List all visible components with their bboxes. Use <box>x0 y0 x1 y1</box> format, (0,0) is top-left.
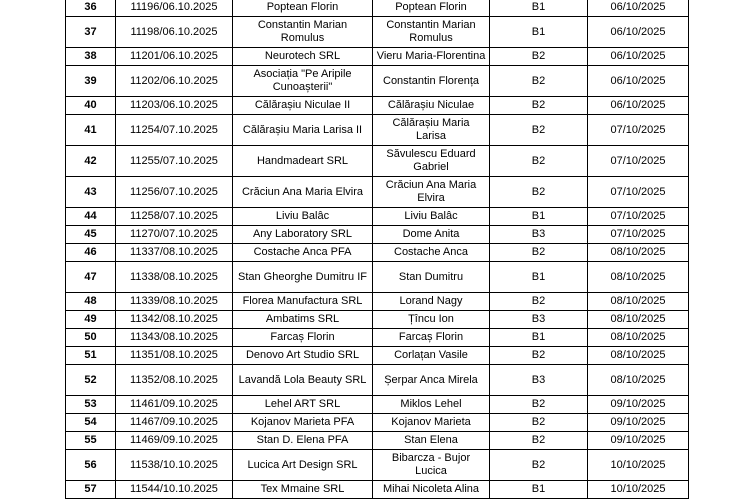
table-row <box>66 450 689 481</box>
category-cell: B2 <box>490 66 588 97</box>
registration-number-cell: 11196/06.10.2025 <box>116 0 233 17</box>
representative-name-cell: Kojanov Marieta <box>373 414 490 432</box>
representative-name-cell: Costache Anca <box>373 244 490 262</box>
row-number-cell: 40 <box>66 97 116 115</box>
registration-number-cell: 11339/08.10.2025 <box>116 293 233 311</box>
representative-name-cell: Stan Dumitru <box>373 262 490 293</box>
registration-number-cell: 11351/08.10.2025 <box>116 347 233 365</box>
beneficiary-name-cell: Liviu Balâc <box>233 208 373 226</box>
table-row <box>66 0 689 17</box>
date-cell: 08/10/2025 <box>588 293 689 311</box>
date-cell: 06/10/2025 <box>588 97 689 115</box>
beneficiary-name-cell: Kojanov Marieta PFA <box>233 414 373 432</box>
representative-name-cell: Săvulescu Eduard Gabriel <box>373 146 490 177</box>
date-cell: 07/10/2025 <box>588 208 689 226</box>
category-cell: B1 <box>490 208 588 226</box>
category-cell: B3 <box>490 365 588 396</box>
registry-table <box>65 0 689 499</box>
category-cell: B2 <box>490 97 588 115</box>
category-cell: B2 <box>490 146 588 177</box>
date-cell: 09/10/2025 <box>588 396 689 414</box>
date-cell: 08/10/2025 <box>588 262 689 293</box>
table-row <box>66 97 689 115</box>
category-cell: B1 <box>490 481 588 499</box>
registry-table-body <box>66 0 689 499</box>
row-number-cell: 43 <box>66 177 116 208</box>
table-row <box>66 244 689 262</box>
registration-number-cell: 11270/07.10.2025 <box>116 226 233 244</box>
date-cell: 10/10/2025 <box>588 481 689 499</box>
registration-number-cell: 11201/06.10.2025 <box>116 48 233 66</box>
registration-number-cell: 11469/09.10.2025 <box>116 432 233 450</box>
representative-name-cell: Stan Elena <box>373 432 490 450</box>
row-number-cell: 53 <box>66 396 116 414</box>
registration-number-cell: 11352/08.10.2025 <box>116 365 233 396</box>
row-number-cell: 44 <box>66 208 116 226</box>
registration-number-cell: 11544/10.10.2025 <box>116 481 233 499</box>
representative-name-cell: Dome Anita <box>373 226 490 244</box>
row-number-cell: 41 <box>66 115 116 146</box>
row-number-cell: 51 <box>66 347 116 365</box>
category-cell: B3 <box>490 311 588 329</box>
table-row <box>66 481 689 499</box>
row-number-cell: 42 <box>66 146 116 177</box>
table-row <box>66 48 689 66</box>
registration-number-cell: 11538/10.10.2025 <box>116 450 233 481</box>
category-cell: B2 <box>490 347 588 365</box>
table-row <box>66 365 689 396</box>
row-number-cell: 49 <box>66 311 116 329</box>
date-cell: 06/10/2025 <box>588 0 689 17</box>
table-row <box>66 262 689 293</box>
table-row <box>66 293 689 311</box>
row-number-cell: 57 <box>66 481 116 499</box>
row-number-cell: 45 <box>66 226 116 244</box>
date-cell: 08/10/2025 <box>588 347 689 365</box>
representative-name-cell: Lorand Nagy <box>373 293 490 311</box>
category-cell: B2 <box>490 293 588 311</box>
table-row <box>66 17 689 48</box>
beneficiary-name-cell: Poptean Florin <box>233 0 373 17</box>
registration-number-cell: 11343/08.10.2025 <box>116 329 233 347</box>
representative-name-cell: Călărașiu Niculae <box>373 97 490 115</box>
date-cell: 10/10/2025 <box>588 450 689 481</box>
date-cell: 07/10/2025 <box>588 146 689 177</box>
representative-name-cell: Crăciun Ana Maria Elvira <box>373 177 490 208</box>
date-cell: 06/10/2025 <box>588 48 689 66</box>
beneficiary-name-cell: Călărașiu Maria Larisa II <box>233 115 373 146</box>
beneficiary-name-cell: Asociația "Pe Aripile Cunoașterii" <box>233 66 373 97</box>
beneficiary-name-cell: Lavandă Lola Beauty SRL <box>233 365 373 396</box>
table-row <box>66 329 689 347</box>
representative-name-cell: Liviu Balâc <box>373 208 490 226</box>
beneficiary-name-cell: Ambatims SRL <box>233 311 373 329</box>
category-cell: B2 <box>490 432 588 450</box>
registration-number-cell: 11467/09.10.2025 <box>116 414 233 432</box>
table-row <box>66 414 689 432</box>
representative-name-cell: Țîncu Ion <box>373 311 490 329</box>
category-cell: B2 <box>490 244 588 262</box>
category-cell: B1 <box>490 17 588 48</box>
row-number-cell: 37 <box>66 17 116 48</box>
beneficiary-name-cell: Lucica Art Design SRL <box>233 450 373 481</box>
category-cell: B1 <box>490 329 588 347</box>
representative-name-cell: Poptean Florin <box>373 0 490 17</box>
beneficiary-name-cell: Stan D. Elena PFA <box>233 432 373 450</box>
registration-number-cell: 11337/08.10.2025 <box>116 244 233 262</box>
row-number-cell: 38 <box>66 48 116 66</box>
date-cell: 08/10/2025 <box>588 365 689 396</box>
row-number-cell: 36 <box>66 0 116 17</box>
table-row <box>66 146 689 177</box>
date-cell: 08/10/2025 <box>588 244 689 262</box>
representative-name-cell: Bibarcza - Bujor Lucica <box>373 450 490 481</box>
category-cell: B2 <box>490 450 588 481</box>
table-row <box>66 347 689 365</box>
row-number-cell: 50 <box>66 329 116 347</box>
beneficiary-name-cell: Tex Mmaine SRL <box>233 481 373 499</box>
representative-name-cell: Șerpar Anca Mirela <box>373 365 490 396</box>
beneficiary-name-cell: Constantin Marian Romulus <box>233 17 373 48</box>
representative-name-cell: Farcaș Florin <box>373 329 490 347</box>
row-number-cell: 54 <box>66 414 116 432</box>
registration-number-cell: 11198/06.10.2025 <box>116 17 233 48</box>
beneficiary-name-cell: Handmadeart SRL <box>233 146 373 177</box>
category-cell: B2 <box>490 396 588 414</box>
date-cell: 09/10/2025 <box>588 414 689 432</box>
table-row <box>66 177 689 208</box>
beneficiary-name-cell: Călărașiu Niculae II <box>233 97 373 115</box>
row-number-cell: 47 <box>66 262 116 293</box>
table-row <box>66 432 689 450</box>
beneficiary-name-cell: Denovo Art Studio SRL <box>233 347 373 365</box>
beneficiary-name-cell: Any Laboratory SRL <box>233 226 373 244</box>
date-cell: 06/10/2025 <box>588 66 689 97</box>
category-cell: B2 <box>490 414 588 432</box>
beneficiary-name-cell: Stan Gheorghe Dumitru IF <box>233 262 373 293</box>
beneficiary-name-cell: Neurotech SRL <box>233 48 373 66</box>
row-number-cell: 48 <box>66 293 116 311</box>
date-cell: 06/10/2025 <box>588 17 689 48</box>
row-number-cell: 46 <box>66 244 116 262</box>
registration-number-cell: 11254/07.10.2025 <box>116 115 233 146</box>
registration-number-cell: 11256/07.10.2025 <box>116 177 233 208</box>
beneficiary-name-cell: Costache Anca PFA <box>233 244 373 262</box>
table-row <box>66 226 689 244</box>
beneficiary-name-cell: Crăciun Ana Maria Elvira <box>233 177 373 208</box>
registration-number-cell: 11202/06.10.2025 <box>116 66 233 97</box>
date-cell: 08/10/2025 <box>588 329 689 347</box>
representative-name-cell: Vieru Maria-Florentina <box>373 48 490 66</box>
registration-number-cell: 11255/07.10.2025 <box>116 146 233 177</box>
date-cell: 08/10/2025 <box>588 311 689 329</box>
representative-name-cell: Constantin Florența <box>373 66 490 97</box>
representative-name-cell: Mihai Nicoleta Alina <box>373 481 490 499</box>
table-row <box>66 115 689 146</box>
beneficiary-name-cell: Farcaș Florin <box>233 329 373 347</box>
table-row <box>66 396 689 414</box>
registration-number-cell: 11342/08.10.2025 <box>116 311 233 329</box>
beneficiary-name-cell: Lehel ART SRL <box>233 396 373 414</box>
category-cell: B3 <box>490 226 588 244</box>
date-cell: 07/10/2025 <box>588 226 689 244</box>
registry-table-container <box>65 0 688 499</box>
category-cell: B2 <box>490 177 588 208</box>
row-number-cell: 52 <box>66 365 116 396</box>
date-cell: 09/10/2025 <box>588 432 689 450</box>
row-number-cell: 39 <box>66 66 116 97</box>
category-cell: B1 <box>490 262 588 293</box>
registration-number-cell: 11338/08.10.2025 <box>116 262 233 293</box>
date-cell: 07/10/2025 <box>588 115 689 146</box>
beneficiary-name-cell: Florea Manufactura SRL <box>233 293 373 311</box>
registration-number-cell: 11258/07.10.2025 <box>116 208 233 226</box>
category-cell: B2 <box>490 115 588 146</box>
row-number-cell: 55 <box>66 432 116 450</box>
table-row <box>66 66 689 97</box>
registration-number-cell: 11461/09.10.2025 <box>116 396 233 414</box>
representative-name-cell: Miklos Lehel <box>373 396 490 414</box>
category-cell: B1 <box>490 0 588 17</box>
table-row <box>66 311 689 329</box>
representative-name-cell: Călărașiu Maria Larisa <box>373 115 490 146</box>
date-cell: 07/10/2025 <box>588 177 689 208</box>
row-number-cell: 56 <box>66 450 116 481</box>
representative-name-cell: Corlațan Vasile <box>373 347 490 365</box>
registration-number-cell: 11203/06.10.2025 <box>116 97 233 115</box>
table-row <box>66 208 689 226</box>
representative-name-cell: Constantin Marian Romulus <box>373 17 490 48</box>
category-cell: B2 <box>490 48 588 66</box>
